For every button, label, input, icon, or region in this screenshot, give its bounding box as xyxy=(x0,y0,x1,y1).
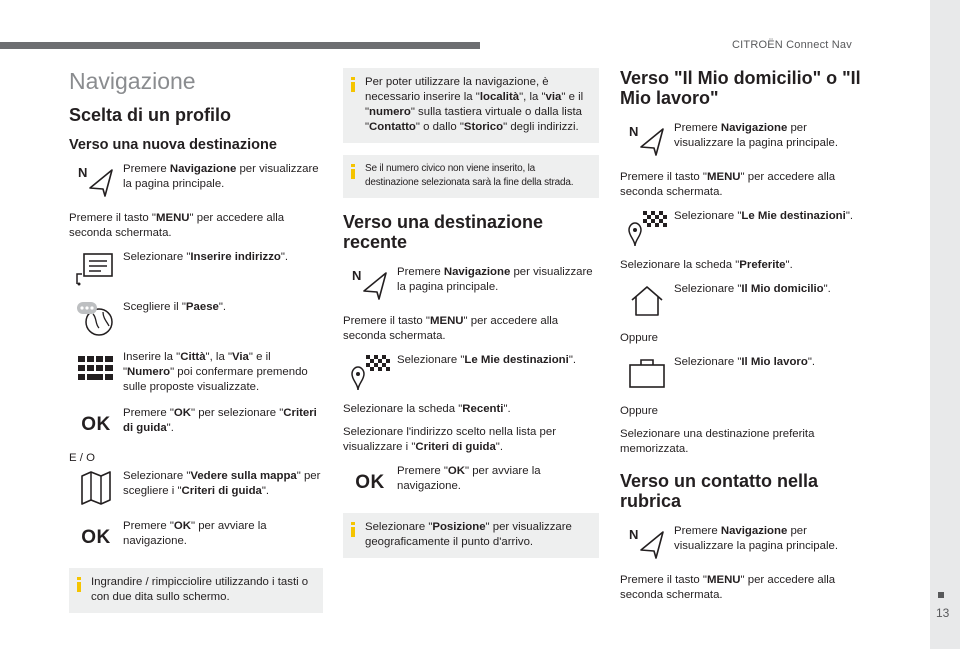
info-icon xyxy=(351,77,355,92)
step-city-street xyxy=(69,349,323,395)
step-text: Premere "OK" per avviare la navigazione. xyxy=(397,465,541,492)
info-icon xyxy=(77,577,81,592)
step-my-destinations xyxy=(343,352,599,392)
step-text: Premere Navigazione per visualizzare la pagina principale. xyxy=(397,266,593,293)
navigation-arrow-icon xyxy=(620,523,674,563)
navigation-arrow-icon xyxy=(69,161,123,201)
step-ok-start xyxy=(343,463,599,503)
step-text: Premere Navigazione per visualizzare la pagina principale. xyxy=(674,525,838,552)
heading-profile-choice: Scelta di un profilo xyxy=(69,105,232,125)
heading-home-work: Verso "Il Mio domicilio" o "Il Mio lavoro" xyxy=(620,68,861,108)
flag-pin-icon xyxy=(620,208,674,248)
step-my-destinations xyxy=(620,208,864,248)
page-side-tab xyxy=(930,0,960,649)
step-country xyxy=(69,299,323,339)
brand-header: CITROËN Connect Nav xyxy=(732,39,852,51)
step-work xyxy=(620,354,864,394)
menu-instruction: Premere il tasto "MENU" per accedere alla seconda schermata. xyxy=(343,315,559,342)
keypad-icon xyxy=(69,349,123,389)
menu-instruction: Premere il tasto "MENU" per accedere alla seconda schermata. xyxy=(69,212,285,239)
step-text: Premere Navigazione per visualizzare la pagina principale. xyxy=(123,163,319,190)
favorite-instruction: Selezionare una destinazione preferita memorizzata. xyxy=(620,428,815,455)
heading-new-destination: Verso una nuova destinazione xyxy=(69,137,277,153)
step-home xyxy=(620,281,864,321)
column-3 xyxy=(620,68,864,611)
folded-map-icon xyxy=(69,468,123,508)
step-text: Premere "OK" per avviare la navigazione. xyxy=(123,520,267,547)
ok-icon: OK xyxy=(81,527,111,548)
step-enter-address xyxy=(69,249,323,289)
column-2 xyxy=(343,68,599,570)
navigation-arrow-icon xyxy=(620,120,674,160)
address-instruction: Selezionare l'indirizzo scelto nella lista per visualizzare i "Criteri di guida". xyxy=(343,426,557,453)
info-note-address: Per poter utilizzare la navigazione, è necessario inserire la "località", la "via" e il "numero" sulla tastiera virtuale o dalla lista "Contatto" o dallo "Storico" degli indirizzi. xyxy=(343,68,599,143)
step-text: Selezionare "Le Mie destinazioni". xyxy=(674,210,854,222)
home-icon xyxy=(620,281,674,321)
ok-icon: OK xyxy=(355,472,385,493)
step-text: Selezionare "Vedere sulla mappa" per scegliere i "Criteri di guida". xyxy=(123,470,321,497)
or-separator: E / O xyxy=(69,452,95,464)
heading-recent-destination: Verso una destinazione recente xyxy=(343,212,544,252)
column-1 xyxy=(69,68,323,625)
heading-contact: Verso un contatto nella rubrica xyxy=(620,471,819,511)
step-navigation xyxy=(620,120,864,160)
step-navigation xyxy=(69,161,323,201)
address-entry-icon xyxy=(69,249,123,289)
info-icon xyxy=(351,522,355,537)
step-text: Premere Navigazione per visualizzare la pagina principale. xyxy=(674,122,838,149)
page-marker xyxy=(938,592,944,598)
navigation-arrow-icon xyxy=(343,264,397,304)
step-text: Scegliere il "Paese". xyxy=(123,301,227,313)
step-see-on-map xyxy=(69,468,323,508)
step-text: Selezionare "Il Mio domicilio". xyxy=(674,283,831,295)
globe-country-icon xyxy=(69,299,123,339)
briefcase-icon xyxy=(620,354,674,394)
step-ok-start xyxy=(69,518,323,558)
ok-icon: OK xyxy=(81,414,111,435)
step-ok-criteria xyxy=(69,405,323,445)
info-note-house-number: Se il numero civico non viene inserito, la destinazione selezionata sarà la fine della strada. xyxy=(343,155,599,198)
info-note-position: Selezionare "Posizione" per visualizzare geograficamente il punto d'arrivo. xyxy=(343,513,599,558)
step-text: Selezionare "Le Mie destinazioni". xyxy=(397,354,577,366)
tab-instruction: Selezionare la scheda "Preferite". xyxy=(620,259,793,271)
step-text: Selezionare "Il Mio lavoro". xyxy=(674,356,816,368)
page-number: 13 xyxy=(936,606,950,620)
step-text: Premere "OK" per selezionare "Criteri di guida". xyxy=(123,407,317,434)
menu-instruction: Premere il tasto "MENU" per accedere alla seconda schermata. xyxy=(620,574,836,601)
step-text: Inserire la "Città", la "Via" e il "Numero" poi confermare premendo sulle proposte visualizzate. xyxy=(123,351,308,393)
section-title: Navigazione xyxy=(69,68,196,94)
or-separator: Oppure xyxy=(620,332,658,344)
step-text: Selezionare "Inserire indirizzo". xyxy=(123,251,289,263)
step-navigation xyxy=(343,264,599,304)
step-navigation xyxy=(620,523,864,563)
flag-pin-icon xyxy=(343,352,397,392)
info-icon xyxy=(351,164,355,179)
info-note-zoom: Ingrandire / rimpicciolire utilizzando i tasti o con due dita sullo schermo. xyxy=(69,568,323,613)
or-separator: Oppure xyxy=(620,405,658,417)
tab-instruction: Selezionare la scheda "Recenti". xyxy=(343,403,511,415)
menu-instruction: Premere il tasto "MENU" per accedere alla seconda schermata. xyxy=(620,171,836,198)
header-rule xyxy=(0,42,480,49)
